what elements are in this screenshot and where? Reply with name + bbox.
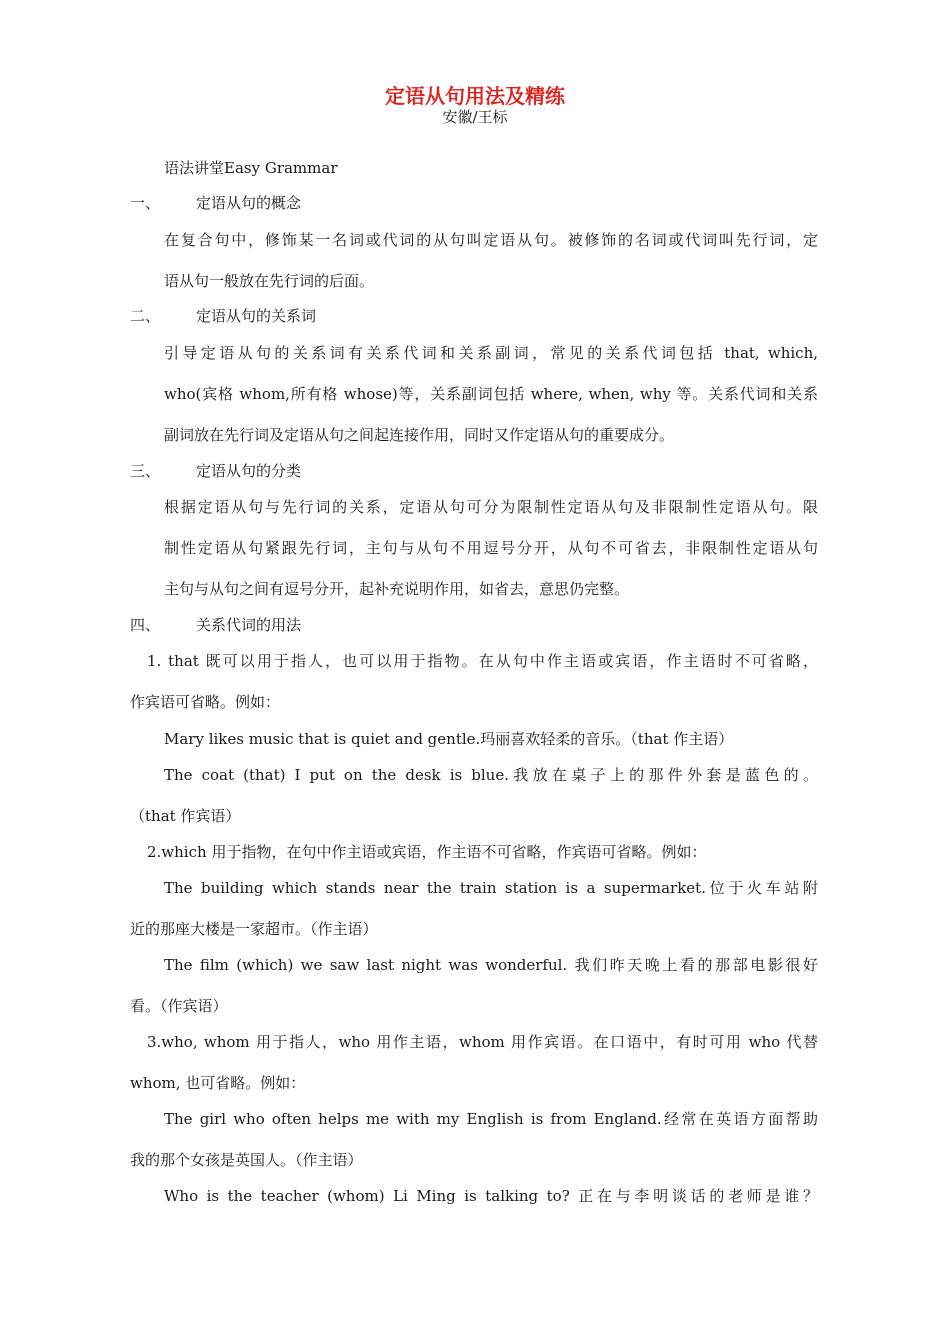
usage-line: 3.who, whom 用于指人，who 用作主语，whom 用作宾语。在口语中，有时可用 who 代替 [147,1033,818,1051]
section-title: 定语从句的概念 [196,194,302,212]
usage-line: 作宾语可省略。例如： [130,693,281,711]
example-sentence: Who is the teacher (whom) Li Ming is talking to? 正在与李明谈话的老师是谁？ [164,1187,818,1205]
section-number: 一、 [130,194,161,212]
paragraph-line: 在复合句中，修饰某一名词或代词的从句叫定语从句。被修饰的名词或代词叫先行词，定 [164,231,818,249]
usage-line: whom, 也可省略。例如： [130,1074,306,1092]
usage-line: 1. that 既可以用于指人，也可以用于指物。在从句中作主语或宾语，作主语时不可省略， [147,652,818,670]
usage-line: 2.which 用于指物，在句中作主语或宾语，作主语不可省略，作宾语可省略。例如： [147,843,707,861]
usage-line: 近的那座大楼是一家超市。（作主语） [130,920,378,938]
paragraph-line: 主句与从句之间有逗号分开，起补充说明作用，如省去，意思仍完整。 [164,580,630,598]
section-number: 三、 [130,462,161,480]
paragraph-line: 副词放在先行词及定语从句之间起连接作用，同时又作定语从句的重要成分。 [164,426,675,444]
paragraph-line: 根据定语从句与先行词的关系，定语从句可分为限制性定语从句及非限制性定语从句。限 [164,498,818,516]
section-title: 关系代词的用法 [196,616,302,634]
paragraph-line: 制性定语从句紧跟先行词，主句与从句不用逗号分开，从句不可省去，非限制性定语从句 [164,539,818,557]
example-sentence: The building which stands near the train station is a supermarket.位于火车站附 [164,879,818,897]
section-title: 定语从句的分类 [196,462,302,480]
section-heading-2 [130,306,316,326]
usage-line: 我的那个女孩是英国人。（作主语） [130,1151,363,1169]
usage-line: （that 作宾语） [130,807,241,825]
section-number: 四、 [130,616,161,634]
section-heading-3 [130,461,301,481]
section-number: 二、 [130,307,161,325]
section-heading-4 [130,615,301,635]
document-author: 安徽/王标 [442,108,508,126]
intro-label: 语法讲堂Easy Grammar [164,159,338,177]
example-sentence: The film (which) we saw last night was wonderful. 我们昨天晚上看的那部电影很好 [164,956,818,974]
paragraph-line: who(宾格 whom,所有格 whose)等，关系副词包括 where, when, why 等。关系代词和关系 [164,385,818,403]
example-sentence: Mary likes music that is quiet and gentle.玛丽喜欢轻柔的音乐。（that 作主语） [164,730,734,748]
example-sentence: The girl who often helps me with my English is from England.经常在英语方面帮助 [164,1110,818,1128]
usage-line: 看。（作宾语） [130,997,228,1015]
document-title: 定语从句用法及精练 [385,84,565,108]
example-sentence: The coat (that) I put on the desk is blue.我放在桌子上的那件外套是蓝色的。 [164,766,818,784]
section-heading-1 [130,193,301,213]
paragraph-line: 引导定语从句的关系词有关系代词和关系副词，常见的关系代词包括 that, which, [164,344,818,362]
section-title: 定语从句的关系词 [196,307,317,325]
paragraph-line: 语从句一般放在先行词的后面。 [164,272,375,290]
